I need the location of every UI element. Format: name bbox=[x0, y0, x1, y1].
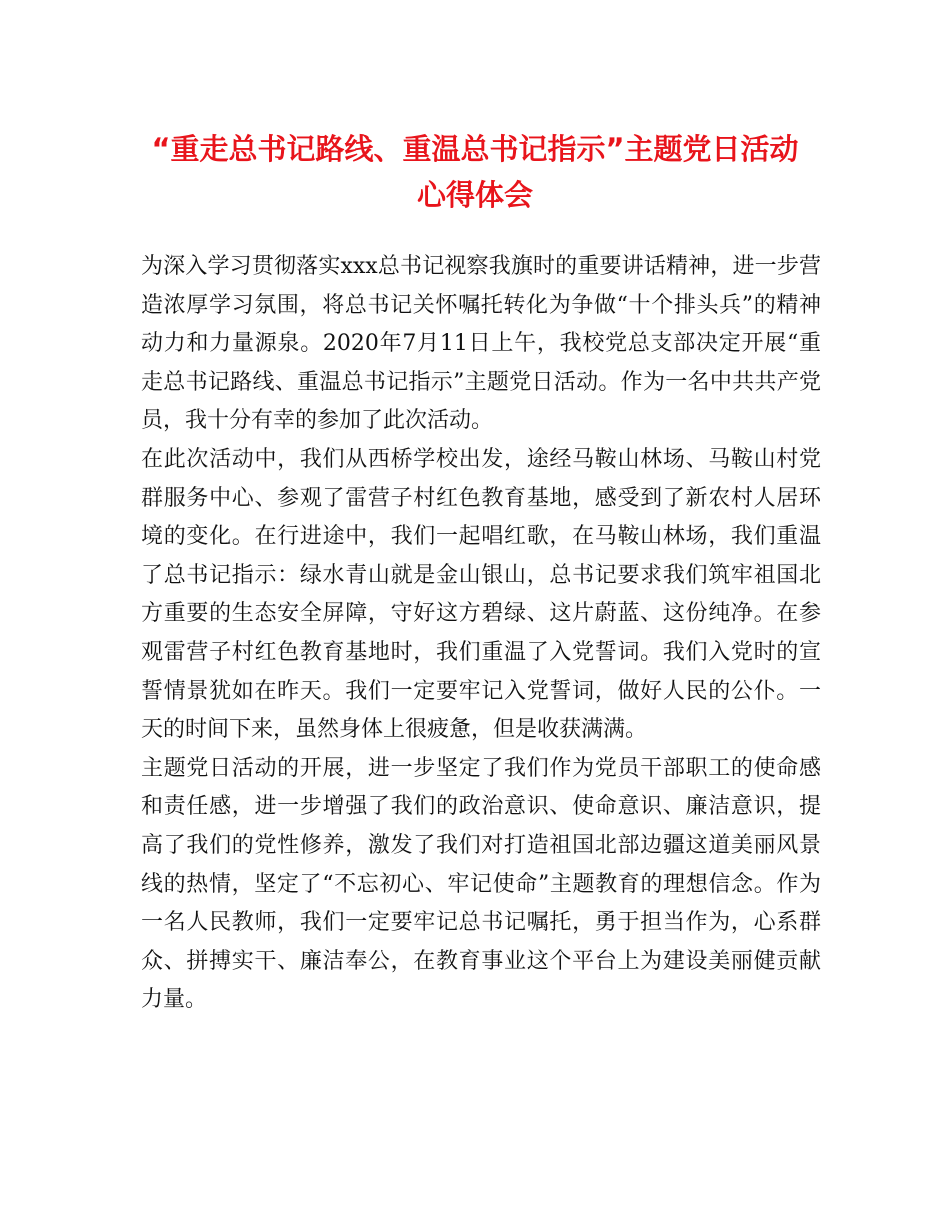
paragraph-1: 为深入学习贯彻落实xxx总书记视察我旗时的重要讲话精神，进一步营造浓厚学习氛围，将总书记关怀嘱托转化为争做“十个排头兵”的精神动力和力量源泉。2020年7月11日上午，我校党总支部决定开展“重走总书记路线、重温总书记指示”主题党日活动。作为一名中共共产党员，我十分有幸的参加了此次活动。 bbox=[141, 254, 821, 434]
document-body bbox=[141, 248, 821, 1020]
document-title bbox=[120, 126, 830, 218]
title-line-2: 心得体会 bbox=[416, 178, 533, 212]
paragraph-2: 在此次活动中，我们从西桥学校出发，途经马鞍山林场、马鞍山村党群服务中心、参观了雷营子村红色教育基地，感受到了新农村人居环境的变化。在行进途中，我们一起唱红歌，在马鞍山林场，我们重温了总书记指示：绿水青山就是金山银山，总书记要求我们筑牢祖国北方重要的生态安全屏障，守好这方碧绿、这片蔚蓝、这份纯净。在参观雷营子村红色教育基地时，我们重温了入党誓词。我们入党时的宣誓情景犹如在昨天。我们一定要牢记入党誓词，做好人民的公仆。一天的时间下来，虽然身体上很疲惫，但是收获满满。 bbox=[141, 446, 821, 743]
paragraph-3: 主题党日活动的开展，进一步坚定了我们作为党员干部职工的使命感和责任感，进一步增强了我们的政治意识、使命意识、廉洁意识，提高了我们的党性修养，激发了我们对打造祖国北部边疆这道美丽风景线的热情，坚定了“不忘初心、牢记使命”主题教育的理想信念。作为一名人民教师，我们一定要牢记总书记嘱托，勇于担当作为，心系群众、拼搏实干、廉洁奉公，在教育事业这个平台上为建设美丽健贡献力量。 bbox=[141, 755, 821, 1013]
title-line-1: “重走总书记路线、重温总书记指示”主题党日活动 bbox=[151, 132, 799, 166]
